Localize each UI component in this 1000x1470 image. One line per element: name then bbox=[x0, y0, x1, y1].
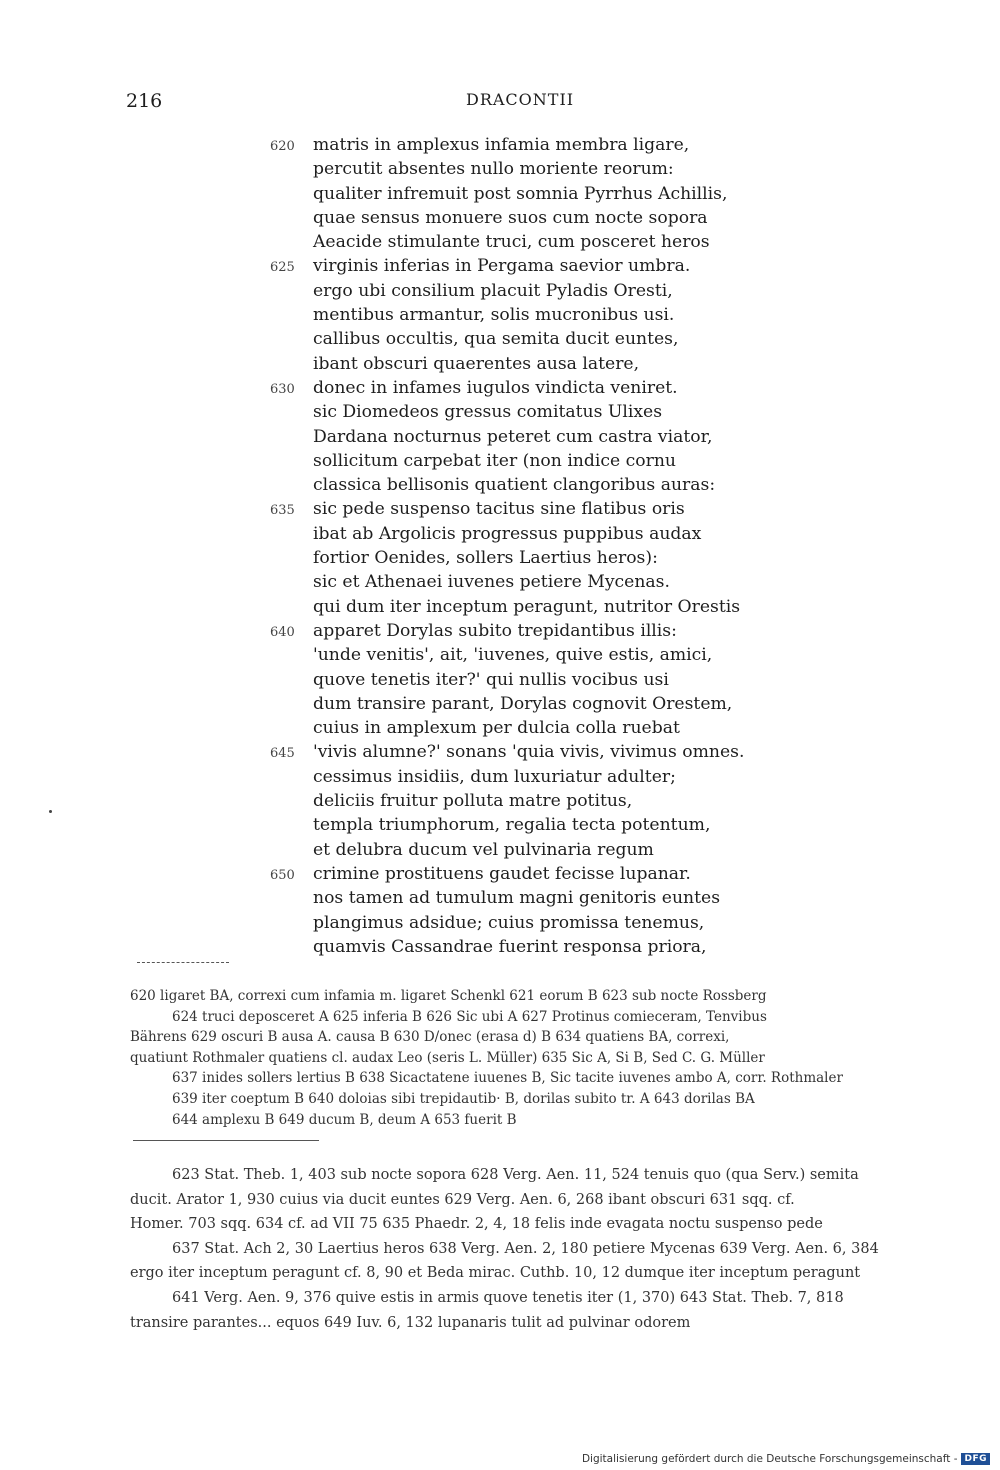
verse-line-text: crimine prostituens gaudet fecisse lupanar. bbox=[313, 863, 691, 884]
verse-line bbox=[270, 522, 830, 546]
verse-line bbox=[270, 862, 830, 886]
verse-line-text: 'unde venitis', ait, 'iuvenes, quive estis, amici, bbox=[313, 645, 713, 666]
apparatus-line: Bährens 629 oscuri B ausa A. causa B 630 D/onec (erasa d) B 634 quatiens BA, correxi, bbox=[130, 1029, 730, 1046]
verse-line bbox=[270, 570, 830, 594]
verse-line bbox=[270, 668, 830, 692]
verse-line-number: 620 bbox=[270, 139, 295, 154]
verse-line-text: Aeacide stimulante truci, cum posceret heros bbox=[313, 232, 710, 253]
verse-line bbox=[270, 497, 830, 521]
verse-line-number: 630 bbox=[270, 381, 295, 397]
apparatus-divider bbox=[137, 962, 229, 963]
verse-line-text: callibus occultis, qua semita ducit euntes, bbox=[313, 329, 679, 350]
verse-line-number: 645 bbox=[270, 746, 295, 762]
verse-line-text: ibat ab Argolicis progressus puppibus audax bbox=[313, 523, 702, 544]
verse-line bbox=[270, 230, 830, 254]
verse-line-number: 650 bbox=[270, 867, 295, 883]
verse-line-text: sic Diomedeos gressus comitatus Ulixes bbox=[313, 402, 663, 423]
verse-line bbox=[270, 716, 830, 740]
verse-line-text: sollicitum carpebat iter (non indice cornu bbox=[313, 450, 676, 471]
verse-line-text: virginis inferias in Pergama saevior umbra. bbox=[313, 256, 691, 277]
digitization-footer bbox=[582, 1453, 990, 1465]
verse-line-text: quove tenetis iter?' qui nullis vocibus usi bbox=[313, 669, 669, 690]
verse-line bbox=[270, 473, 830, 497]
verse-line bbox=[270, 206, 830, 230]
apparatus-line: 644 amplexu B 649 ducum B, deum A 653 fuerit B bbox=[172, 1111, 517, 1128]
verse-line-number: 640 bbox=[270, 624, 295, 640]
apparatus-line: 639 iter coeptum B 640 doloias sibi trepidautib· B, dorilas subito tr. A 643 dorilas BA bbox=[172, 1090, 755, 1107]
source-line: ergo iter inceptum peragunt cf. 8, 90 et Beda mirac. Cuthb. 10, 12 dumque iter inceptum peragunt bbox=[130, 1265, 861, 1282]
sources-divider bbox=[133, 1140, 319, 1141]
dfg-logo: DFG bbox=[961, 1453, 990, 1465]
verse-line bbox=[270, 400, 830, 424]
verse-line-text: Dardana nocturnus peteret cum castra viator, bbox=[313, 426, 713, 447]
verse-line-text: dum transire parant, Dorylas cognovit Orestem, bbox=[313, 693, 733, 714]
verse-line-text: cessimus insidiis, dum luxuriatur adulter; bbox=[313, 766, 676, 787]
footer-credit-text: Digitalisierung gefördert durch die Deutsche Forschungsgemeinschaft - bbox=[581, 1453, 958, 1465]
verse-line-text: sic et Athenaei iuvenes petiere Mycenas. bbox=[313, 572, 670, 593]
scan-speck bbox=[49, 810, 52, 813]
verse-line bbox=[270, 182, 830, 206]
verse-line bbox=[270, 376, 830, 400]
verse-line bbox=[270, 886, 830, 910]
source-line: transire parantes... equos 649 Iuv. 6, 132 lupanaris tulit ad pulvinar odorem bbox=[130, 1314, 691, 1331]
verse-line bbox=[270, 911, 830, 935]
verse-line-text: matris in amplexus infamia membra ligare, bbox=[313, 135, 690, 155]
verse-line bbox=[270, 352, 830, 376]
verse-line-text: ibant obscuri quaerentes ausa latere, bbox=[313, 353, 640, 374]
page-header bbox=[126, 90, 866, 120]
verse-line-text: classica bellisonis quatient clangoribus auras: bbox=[313, 475, 716, 496]
verse-line bbox=[270, 157, 830, 181]
verse-line-text: qualiter infremuit post somnia Pyrrhus Achillis, bbox=[313, 183, 728, 204]
apparatus-line: quatiunt Rothmaler quatiens cl. audax Leo (seris L. Müller) 635 Sic A, Si B, Sed C. G. Müller bbox=[130, 1049, 765, 1066]
source-line: 637 Stat. Ach 2, 30 Laertius heros 638 Verg. Aen. 2, 180 petiere Mycenas 639 Verg. Aen. 6, 384 bbox=[172, 1240, 879, 1257]
critical-apparatus bbox=[130, 986, 896, 1130]
verse-line bbox=[270, 935, 830, 959]
verse-line-text: deliciis fruitur polluta matre potitus, bbox=[313, 791, 633, 812]
verse-line bbox=[270, 425, 830, 449]
verse-line bbox=[270, 789, 830, 813]
running-title: DRACONTII bbox=[466, 90, 575, 109]
verse-line bbox=[270, 813, 830, 837]
verse-line bbox=[270, 327, 830, 351]
apparatus-line: 624 truci deposceret A 625 inferia B 626 Sic ubi A 627 Protinus comieceram, Tenvibus bbox=[172, 1008, 767, 1025]
verse-line bbox=[270, 740, 830, 764]
verse-line bbox=[270, 765, 830, 789]
verse-line-text: quae sensus monuere suos cum nocte sopora bbox=[313, 207, 708, 228]
verse-line-text: quamvis Cassandrae fuerint responsa priora, bbox=[313, 936, 707, 957]
verse-line bbox=[270, 254, 830, 278]
verse-line bbox=[270, 595, 830, 619]
sources-apparatus bbox=[130, 1163, 896, 1335]
verse-line bbox=[270, 303, 830, 327]
verse-line bbox=[270, 619, 830, 643]
verse-line bbox=[270, 449, 830, 473]
verse-line-text: plangimus adsidue; cuius promissa tenemus, bbox=[313, 912, 705, 933]
verse-line-text: donec in infames iugulos vindicta veniret. bbox=[313, 377, 678, 398]
verse-line bbox=[270, 692, 830, 716]
verse-line-text: mentibus armantur, solis mucronibus usi. bbox=[313, 305, 675, 326]
source-line: ducit. Arator 1, 930 cuius via ducit euntes 629 Verg. Aen. 6, 268 ibant obscuri 631 sqq. cf. bbox=[130, 1191, 795, 1208]
verse-line-text: et delubra ducum vel pulvinaria regum bbox=[313, 839, 654, 860]
verse-line-text: sic pede suspenso tacitus sine flatibus oris bbox=[313, 499, 685, 520]
verse-line-number: 635 bbox=[270, 503, 295, 519]
verse-line-number: 625 bbox=[270, 260, 295, 276]
apparatus-line: 620 ligaret BA, correxi cum infamia m. ligaret Schenkl 621 eorum B 623 sub nocte Rossberg bbox=[130, 988, 767, 1004]
verse-line bbox=[270, 546, 830, 570]
verse-line-text: fortior Oenides, sollers Laertius heros): bbox=[313, 548, 658, 569]
verse-line-text: templa triumphorum, regalia tecta potentum, bbox=[313, 815, 711, 836]
apparatus-line: 637 inides sollers lertius B 638 Sicactatene iuuenes B, Sic tacite iuvenes ambo A, corr. Rothmaler bbox=[172, 1070, 843, 1087]
source-line: Homer. 703 sqq. 634 cf. ad VII 75 635 Phaedr. 2, 4, 18 felis inde evagata noctu suspenso pede bbox=[130, 1216, 823, 1233]
verse-line bbox=[270, 279, 830, 303]
source-line: 641 Verg. Aen. 9, 376 quive estis in armis quove tenetis iter (1, 370) 643 Stat. Theb. 7, 818 bbox=[172, 1289, 844, 1306]
verse-line bbox=[270, 838, 830, 862]
page-number: 216 bbox=[126, 90, 163, 112]
verse-line-text: nos tamen ad tumulum magni genitoris euntes bbox=[313, 888, 721, 909]
verse-text-block bbox=[270, 133, 830, 959]
verse-line-text: cuius in amplexum per dulcia colla ruebat bbox=[313, 718, 680, 739]
verse-line-text: 'vivis alumne?' sonans 'quia vivis, vivimus omnes. bbox=[313, 742, 745, 763]
verse-line-text: ergo ubi consilium placuit Pyladis Oresti, bbox=[313, 280, 673, 301]
verse-line-text: qui dum iter inceptum peragunt, nutritor Orestis bbox=[313, 596, 741, 617]
verse-line bbox=[270, 643, 830, 667]
verse-line bbox=[270, 133, 830, 157]
verse-line-text: apparet Dorylas subito trepidantibus illis: bbox=[313, 620, 677, 641]
verse-line-text: percutit absentes nullo moriente reorum: bbox=[313, 159, 674, 180]
source-line: 623 Stat. Theb. 1, 403 sub nocte sopora 628 Verg. Aen. 11, 524 tenuis quo (qua Serv.) semita bbox=[172, 1167, 859, 1183]
